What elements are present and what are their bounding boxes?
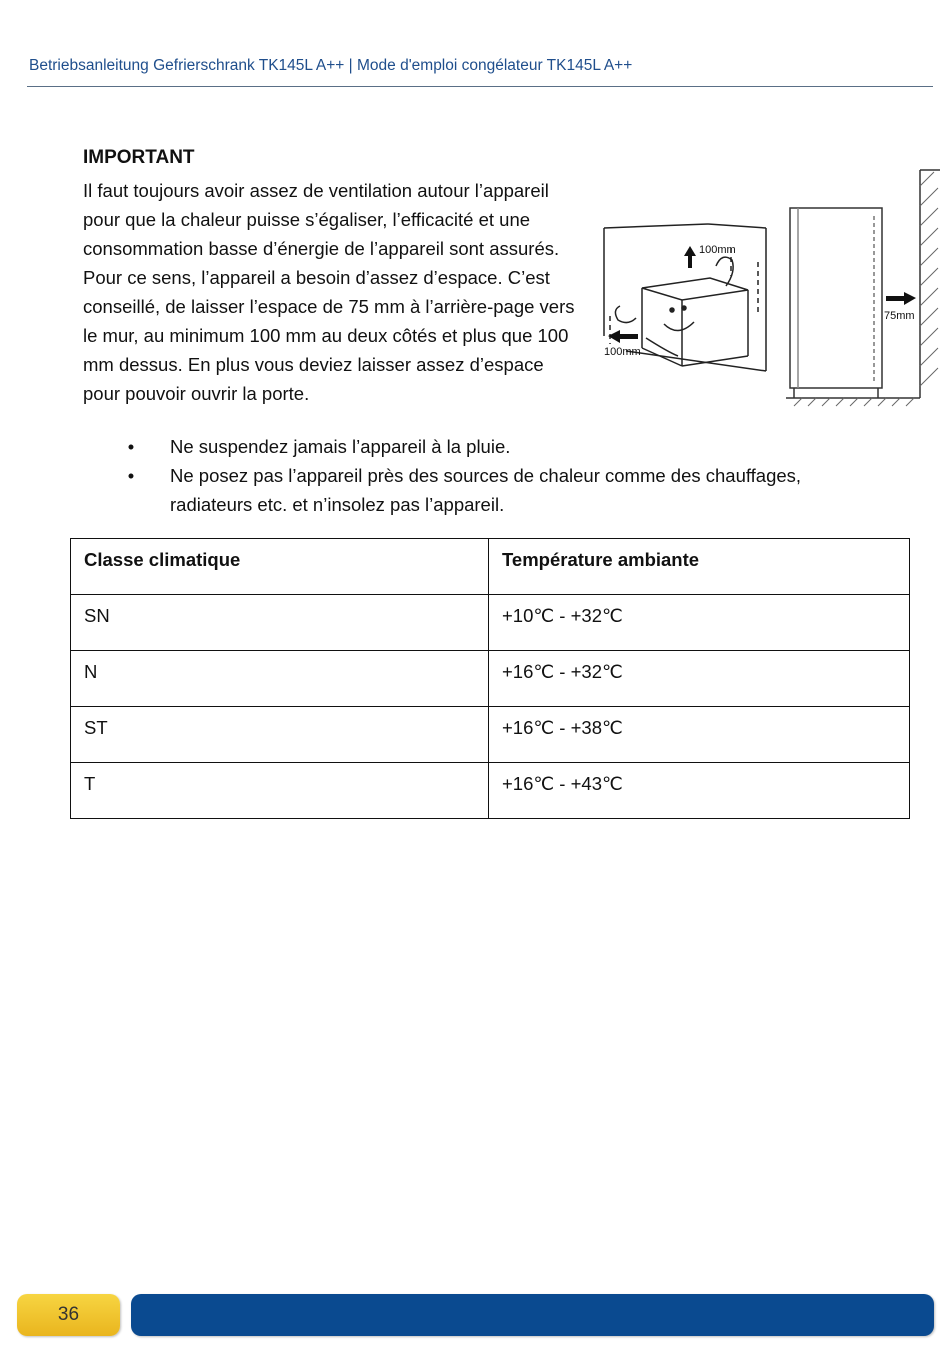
arrow-left-icon <box>608 330 638 343</box>
bullet-icon: • <box>127 436 135 457</box>
table-row <box>71 595 910 651</box>
table-row <box>71 707 910 763</box>
side-view-illustration <box>786 170 940 406</box>
table-cell: T <box>71 763 489 819</box>
table-header-cell: Température ambiante <box>489 539 910 595</box>
table-row <box>71 763 910 819</box>
arrow-right-icon <box>886 292 916 305</box>
table-header-row <box>71 539 910 595</box>
table-cell: N <box>71 651 489 707</box>
table-row <box>71 651 910 707</box>
table-cell: +16℃ - +38℃ <box>489 707 910 763</box>
table-cell: SN <box>71 595 489 651</box>
table-cell: +16℃ - +43℃ <box>489 763 910 819</box>
important-heading: IMPORTANT <box>83 147 195 168</box>
ventilation-clearance-diagram <box>598 166 940 418</box>
diagram-label-back: 75mm <box>884 310 915 322</box>
arrow-up-icon <box>684 246 696 268</box>
page-number-badge: 36 <box>17 1294 120 1336</box>
running-header: Betriebsanleitung Gefrierschrank TK145L A++ | Mode d'emploi congélateur TK145L A++ <box>29 57 633 74</box>
bullet-text: Ne posez pas l’appareil près des sources de chaleur comme des chauffages, radiateurs etc. et n’insolez pas l’appareil. <box>170 465 802 515</box>
climate-class-table <box>70 538 910 819</box>
footer-bar <box>131 1294 934 1336</box>
table-cell: +16℃ - +32℃ <box>489 651 910 707</box>
diagram-label-top: 100mm <box>699 244 736 256</box>
list-item <box>125 432 845 461</box>
table-cell: ST <box>71 707 489 763</box>
safety-bullet-list <box>125 432 845 519</box>
list-item <box>125 461 845 519</box>
bullet-icon: • <box>127 465 135 486</box>
diagram-label-side: 100mm <box>604 346 641 358</box>
header-divider <box>27 86 933 87</box>
important-paragraph: Il faut toujours avoir assez de ventilation autour l’appareil pour que la chaleur puisse s’égaliser, l’efficacité et une consommation basse d’énergie de l’appareil sont assurés. Pour ce sens, l’appareil a besoin d’assez d’espace. C’est conseillé, de laisser l’espace de 75 mm à l’arrière-page vers le mur, au minimum 100 mm au deux côtés et plus que 100 mm dessus. En plus vous deviez laisser assez d’espace pour pouvoir ouvrir la porte. <box>83 180 575 404</box>
table-header-cell: Classe climatique <box>71 539 489 595</box>
bullet-text: Ne suspendez jamais l’appareil à la pluie. <box>170 436 511 457</box>
table-cell: +10℃ - +32℃ <box>489 595 910 651</box>
